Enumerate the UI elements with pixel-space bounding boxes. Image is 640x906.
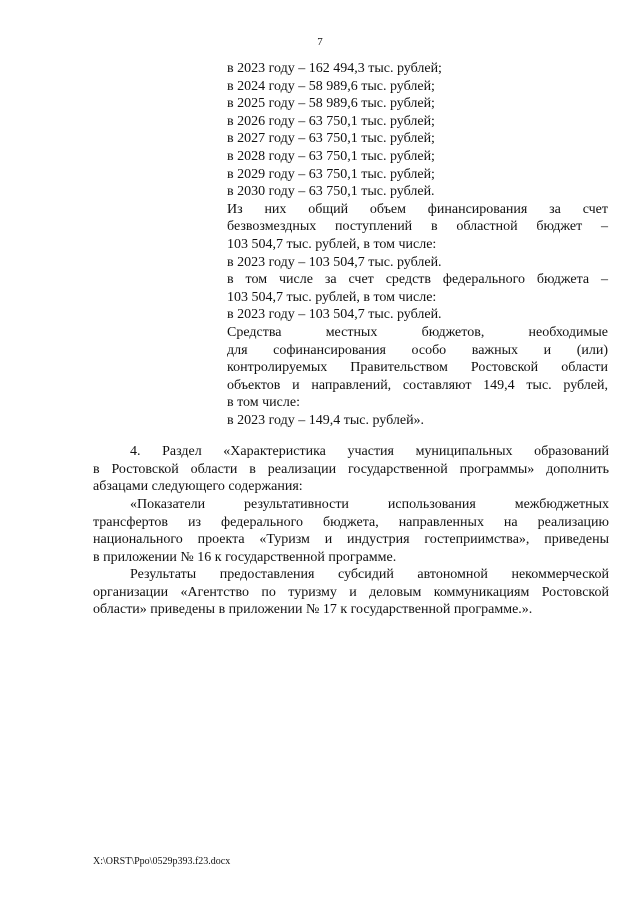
- gratuitous-line: Из них общий объем финансирования за счет: [227, 201, 608, 217]
- gratuitous-line: безвозмездных поступлений в областной бюджет –: [227, 219, 608, 235]
- local-budget-line: контролируемых Правительством Ростовской области: [227, 360, 608, 376]
- budget-line: в 2023 году – 162 494,3 тыс. рублей;: [227, 61, 442, 76]
- budget-line: в 2025 году – 58 989,6 тыс. рублей;: [227, 96, 435, 112]
- paragraph-line: в приложении № 16 к государственной программе.: [93, 549, 397, 565]
- local-budget-line: объектов и направлений, составляют 149,4 тыс. рублей,: [227, 377, 608, 393]
- local-budget-line: в том числе:: [227, 395, 300, 411]
- local-budget-line: Средства местных бюджетов, необходимые: [227, 324, 608, 340]
- budget-line: в 2027 году – 63 750,1 тыс. рублей;: [227, 131, 435, 147]
- local-budget-line: в 2023 году – 149,4 тыс. рублей».: [227, 412, 425, 428]
- budget-line: в 2030 году – 63 750,1 тыс. рублей.: [227, 184, 435, 200]
- paragraph-line: в Ростовской области в реализации государственной программы» дополнить: [93, 461, 609, 477]
- budget-line: в 2028 году – 63 750,1 тыс. рублей;: [227, 148, 435, 164]
- federal-line: в том числе за счет средств федерального бюджета –: [227, 272, 608, 288]
- file-path-footer: X:\ORST\Ppo\0529p393.f23.docx: [93, 856, 231, 867]
- paragraph-line: области» приведены в приложении № 17 к государственной программе.».: [93, 602, 533, 618]
- page-number: 7: [317, 36, 323, 48]
- paragraph-line: «Показатели результативности использования межбюджетных: [130, 497, 609, 512]
- results-paragraph: [93, 566, 609, 619]
- paragraph-line: трансфертов из федерального бюджета, направленных на реализацию: [93, 514, 609, 530]
- budget-line: в 2029 году – 63 750,1 тыс. рублей;: [227, 166, 435, 182]
- paragraph-line: национального проекта «Туризм и индустрия гостеприимства», приведены: [93, 532, 609, 548]
- paragraph-line: 4. Раздел «Характеристика участия муниципальных образований: [130, 444, 609, 459]
- budget-line: в 2024 году – 58 989,6 тыс. рублей;: [227, 78, 435, 94]
- indicators-paragraph: [93, 496, 609, 566]
- budget-by-year-list: [227, 60, 608, 429]
- local-budget-line: для софинансирования особо важных и (или): [227, 342, 608, 358]
- budget-line: в 2026 году – 63 750,1 тыс. рублей;: [227, 113, 435, 129]
- gratuitous-line: в 2023 году – 103 504,7 тыс. рублей.: [227, 254, 442, 270]
- paragraph-line: Результаты предоставления субсидий автономной некоммерческой: [130, 567, 609, 582]
- paragraph-line: абзацами следующего содержания:: [93, 479, 303, 495]
- federal-line: 103 504,7 тыс. рублей, в том числе:: [227, 289, 437, 305]
- gratuitous-line: 103 504,7 тыс. рублей, в том числе:: [227, 236, 437, 252]
- section-4-paragraph: [93, 443, 609, 496]
- paragraph-line: организации «Агентство по туризму и деловым коммуникациям Ростовской: [93, 584, 609, 600]
- federal-line: в 2023 году – 103 504,7 тыс. рублей.: [227, 307, 442, 323]
